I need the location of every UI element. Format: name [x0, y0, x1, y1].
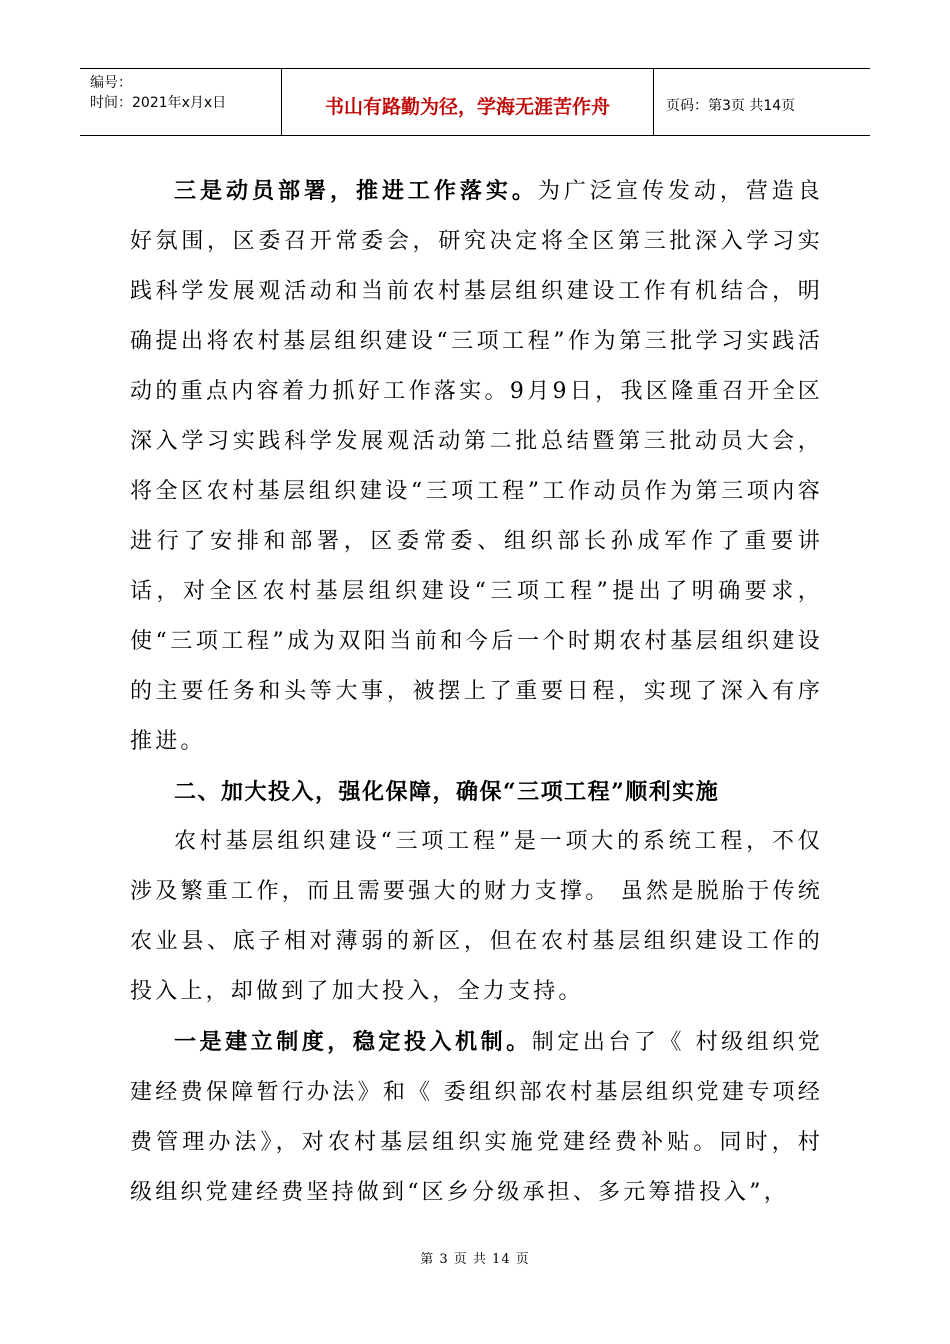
header-page-code: 页码：第3页 共14页	[666, 98, 796, 114]
time-label: 时间：2021年x月x日	[90, 95, 227, 111]
paragraph-lead: 一是建立制度，稳定投入机制。	[174, 1029, 532, 1055]
paragraph-investment-intro	[130, 817, 823, 1017]
section-heading: 二、加大投入，强化保障，确保“三项工程”顺利实施	[174, 779, 720, 805]
paragraph-text: 为广泛宣传发动，营造良好氛围，区委召开常委会，研究决定将全区第三批深入学习实践科学发展观活动和当前农村基层组织建设工作有机结合，明确提出将农村基层组织建设“三项工程”作为第三批学习实践活动的重点内容着力抓好工作落实。9月9日，我区隆重召开全区深入学习实践科学发展观活动第二批总结暨第三批动员大会，将全区农村基层组织建设“三项工程”工作动员作为第三项内容进行了安排和部署，区委常委、组织部长孙成军作了重要讲话，对全区农村基层组织建设“三项工程”提出了明确要求，使“三项工程”成为双阳当前和今后一个时期农村基层组织建设的主要任务和头等大事，被摆上了重要日程，实现了深入有序推进。	[130, 179, 824, 754]
number-label: 编号：	[90, 75, 132, 91]
document-body	[130, 166, 823, 1218]
paragraph-mobilization	[130, 166, 823, 767]
document-header	[80, 68, 870, 136]
header-motto: 书山有路勤为径，学海无涯苦作舟	[282, 69, 654, 135]
page-footer: 第 3 页 共 14 页	[420, 1252, 530, 1267]
paragraph-system	[130, 1017, 823, 1218]
paragraph-text: 制定出台了《 村级组织党建经费保障暂行办法》和《 委组织部农村基层组织党建专项经费管理办法》，对农村基层组织实施党建经费补贴。同时，村级组织党建经费坚持做到“区乡分级承担、多元筹措投入”，	[130, 1030, 823, 1205]
header-meta	[80, 69, 282, 135]
paragraph-text: 农村基层组织建设“三项工程”是一项大的系统工程，不仅涉及繁重工作，而且需要强大的财力支撑。 虽然是脱胎于传统农业县、底子相对薄弱的新区，但在农村基层组织建设工作的投入上，却做到了加大投入，全力支持。	[130, 829, 823, 1004]
paragraph-lead: 三是动员部署，推进工作落实。	[174, 178, 538, 204]
